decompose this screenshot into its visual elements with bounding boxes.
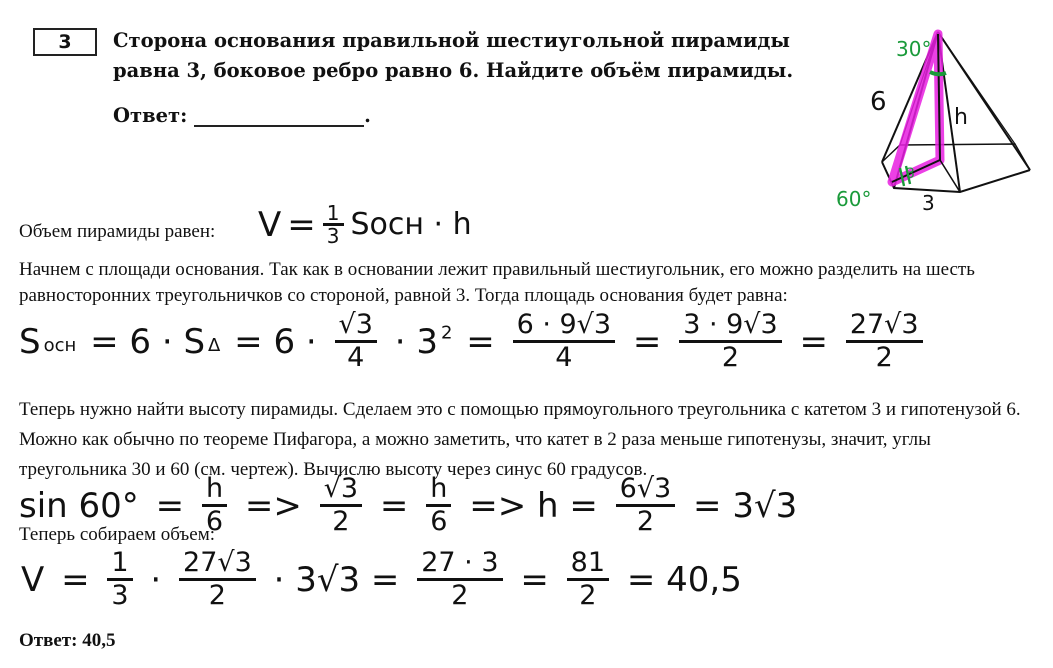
lateral-edge-hidden xyxy=(938,32,1015,144)
square-exponent: 2 xyxy=(440,322,453,344)
implies-h: => h = xyxy=(469,485,598,526)
final-result: = 40,5 xyxy=(626,559,742,600)
base-eq3: = xyxy=(466,321,495,362)
final-v: V xyxy=(21,559,45,600)
fraction: $\frac{√3}{4}$ xyxy=(335,310,377,373)
final-dot: · xyxy=(150,559,162,600)
sin-60: sin 60° xyxy=(19,485,139,526)
triangle-subscript: Δ xyxy=(208,335,221,356)
fraction: $\frac{27 \cdot 3}{2}$ xyxy=(417,548,502,611)
s-subscript: осн xyxy=(43,335,77,356)
fraction: $\frac{6 \cdot 9√3}{4}$ xyxy=(513,310,616,373)
label-inner-side: 3 xyxy=(906,166,915,182)
task-statement: Сторона основания правильной шестиугольной пирамиды равна 3, боковое ребро равно 6. Найдите объём пирамиды. xyxy=(113,29,794,82)
base-eq1: = 6 · S xyxy=(90,321,206,362)
final-eq1: = xyxy=(61,559,90,600)
base-eq2: = 6 · xyxy=(234,321,317,362)
fraction: $\frac{3 \cdot 9√3}{2}$ xyxy=(679,310,782,373)
collect-paragraph: Теперь собираем объем: xyxy=(19,524,215,545)
answer-dot: . xyxy=(364,104,371,127)
height-eq1: = xyxy=(155,485,185,526)
base-eq4: = xyxy=(632,321,662,362)
fraction: $\frac{27√3}{2}$ xyxy=(846,310,923,373)
volume-rest: Sосн · h xyxy=(350,207,472,242)
label-bottom-angle: 60° xyxy=(836,187,872,211)
height-result: = 3√3 xyxy=(693,485,798,526)
label-edge: 6 xyxy=(870,87,887,117)
fraction: $\frac{h}{6}$ xyxy=(202,474,227,537)
fraction-one-third: $\frac{1}{3}$ xyxy=(323,203,344,246)
fraction: $\frac{27√3}{2}$ xyxy=(179,548,256,611)
volume-formula xyxy=(255,203,475,246)
times-three: · 3 xyxy=(394,321,438,362)
answer-slot xyxy=(113,104,371,127)
volume-eq: = xyxy=(287,204,316,245)
height-eq2: = xyxy=(379,485,409,526)
implies-arrow: => xyxy=(244,485,302,526)
answer-label: Ответ: xyxy=(113,104,188,127)
volume-lhs: V xyxy=(258,204,282,245)
fraction: $\frac{1}{3}$ xyxy=(107,548,132,611)
fraction: $\frac{h}{6}$ xyxy=(426,474,451,537)
task-number-box: 3 xyxy=(33,28,97,56)
final-formula xyxy=(18,548,745,611)
fraction: $\frac{√3}{2}$ xyxy=(320,474,362,537)
fraction: $\frac{81}{2}$ xyxy=(567,548,609,611)
s-symbol: S xyxy=(19,321,41,362)
fraction: $\frac{6√3}{2}$ xyxy=(616,474,676,537)
final-eq2: = xyxy=(520,559,549,600)
final-answer: Ответ: 40,5 xyxy=(19,630,116,651)
volume-intro: Объем пирамиды равен: xyxy=(19,221,216,242)
label-height: h xyxy=(954,105,968,130)
base-paragraph: Начнем с площади основания. Так как в основании лежит правильный шестиугольник, его можно разделить на шесть равносторонних треугольничков со стороной, равной 3. Тогда площадь основания будет равна: xyxy=(19,259,975,306)
base-eq5: = xyxy=(799,321,828,362)
pyramid-figure xyxy=(830,20,1045,220)
base-area-formula xyxy=(16,310,927,373)
answer-line xyxy=(194,107,364,127)
label-base-side: 3 xyxy=(922,191,935,215)
label-top-angle: 30° xyxy=(896,37,932,61)
final-mid: · 3√3 = xyxy=(273,559,400,600)
top-angle-mark xyxy=(930,72,946,74)
height-paragraph: Теперь нужно найти высоту пирамиды. Сделаем это с помощью прямоугольного треугольника с катетом 3 и гипотенузой 6. Можно как обычно по теореме Пифагора, а можно заметить, что катет в 2 раза меньше гипотенузы, значит, углы треугольника 30 и 60 (см. чертеж). Вычислю высоту через синус 60 градусов. xyxy=(19,399,1021,480)
